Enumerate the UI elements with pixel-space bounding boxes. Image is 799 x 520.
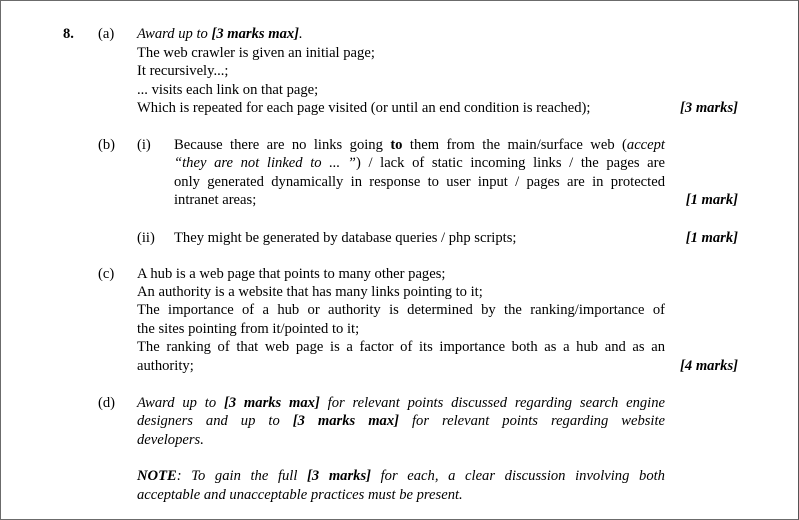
- part-b-i-line3: only generated dynamically in response to user input / pages are in protected: [174, 174, 665, 190]
- part-b-i-marks: [1 mark]: [685, 192, 738, 208]
- part-a-line: ... visits each link on that page;: [137, 82, 319, 98]
- part-a-award-bold: [3 marks max]: [211, 26, 300, 42]
- part-b-i-line2-italic: “they are not linked to ... ”: [174, 155, 356, 171]
- part-b-label: (b): [98, 137, 116, 153]
- part-a-award-post: .: [299, 26, 303, 42]
- part-d-line1-bold: [3 marks max]: [223, 395, 320, 411]
- part-c-line: the sites pointing from it/pointed to it;: [137, 321, 360, 337]
- part-b-i-line4: intranet areas;: [174, 192, 257, 208]
- question-number: 8.: [63, 26, 74, 42]
- part-b-i-line2: [174, 155, 665, 172]
- part-d-line2: [137, 413, 665, 430]
- part-a-award-pre: Award up to: [137, 26, 212, 42]
- part-a-marks: [3 marks]: [680, 100, 738, 116]
- part-d-line2-post: for relevant points regarding website: [399, 413, 666, 429]
- part-d-line1-post: for relevant points discussed regarding search engine: [319, 395, 665, 411]
- part-b-i-line2-post: ) / lack of static incoming links / the pages are: [355, 155, 666, 171]
- part-b-i-line1-bold: to: [390, 137, 403, 153]
- part-c-marks: [4 marks]: [680, 358, 738, 374]
- part-b-i-line1-pre: Because there are no links going: [174, 137, 391, 153]
- part-d-line2-bold: [3 marks max]: [292, 413, 399, 429]
- part-d-note-pre: : To gain the full: [176, 468, 308, 484]
- part-c-line: The importance of a hub or authority is determined by the ranking/importance of: [137, 302, 665, 318]
- part-c-line: The ranking of that web page is a factor of its importance both as a hub and as an: [137, 339, 665, 355]
- part-a-label: (a): [98, 26, 115, 42]
- part-b-i-line1: [174, 137, 665, 154]
- part-d-note-line2: acceptable and unacceptable practices must be present.: [137, 487, 463, 503]
- part-d-line1-pre: Award up to: [137, 395, 224, 411]
- part-a-line: Which is repeated for each page visited (or until an end condition is reached);: [137, 100, 591, 116]
- part-d-line3: developers.: [137, 432, 204, 448]
- part-c-line: authority;: [137, 358, 194, 374]
- part-d-note-line1: [137, 468, 665, 485]
- part-b-ii-text: They might be generated by database queries / php scripts;: [174, 230, 517, 246]
- part-d-note-post: for each, a clear discussion involving both: [371, 468, 665, 484]
- part-c-line: An authority is a website that has many links pointing to it;: [137, 284, 483, 300]
- part-b-i-line1-italic: accept: [626, 137, 665, 153]
- part-d-line2-pre: designers and up to: [137, 413, 293, 429]
- part-b-ii-label: (ii): [137, 230, 155, 246]
- part-b-i-line1-post: them from the main/surface web (: [402, 137, 627, 153]
- part-d-note-label: NOTE: [137, 468, 177, 484]
- part-b-ii-marks: [1 mark]: [685, 230, 738, 246]
- part-c-line: A hub is a web page that points to many other pages;: [137, 266, 446, 282]
- part-d-note-bold: [3 marks]: [307, 468, 371, 484]
- part-c-label: (c): [98, 266, 115, 282]
- part-a-award: [137, 26, 303, 43]
- part-b-i-label: (i): [137, 137, 151, 153]
- part-d-label: (d): [98, 395, 116, 411]
- part-a-line: It recursively...;: [137, 63, 229, 79]
- part-a-line: The web crawler is given an initial page;: [137, 45, 375, 61]
- part-d-line1: [137, 395, 665, 412]
